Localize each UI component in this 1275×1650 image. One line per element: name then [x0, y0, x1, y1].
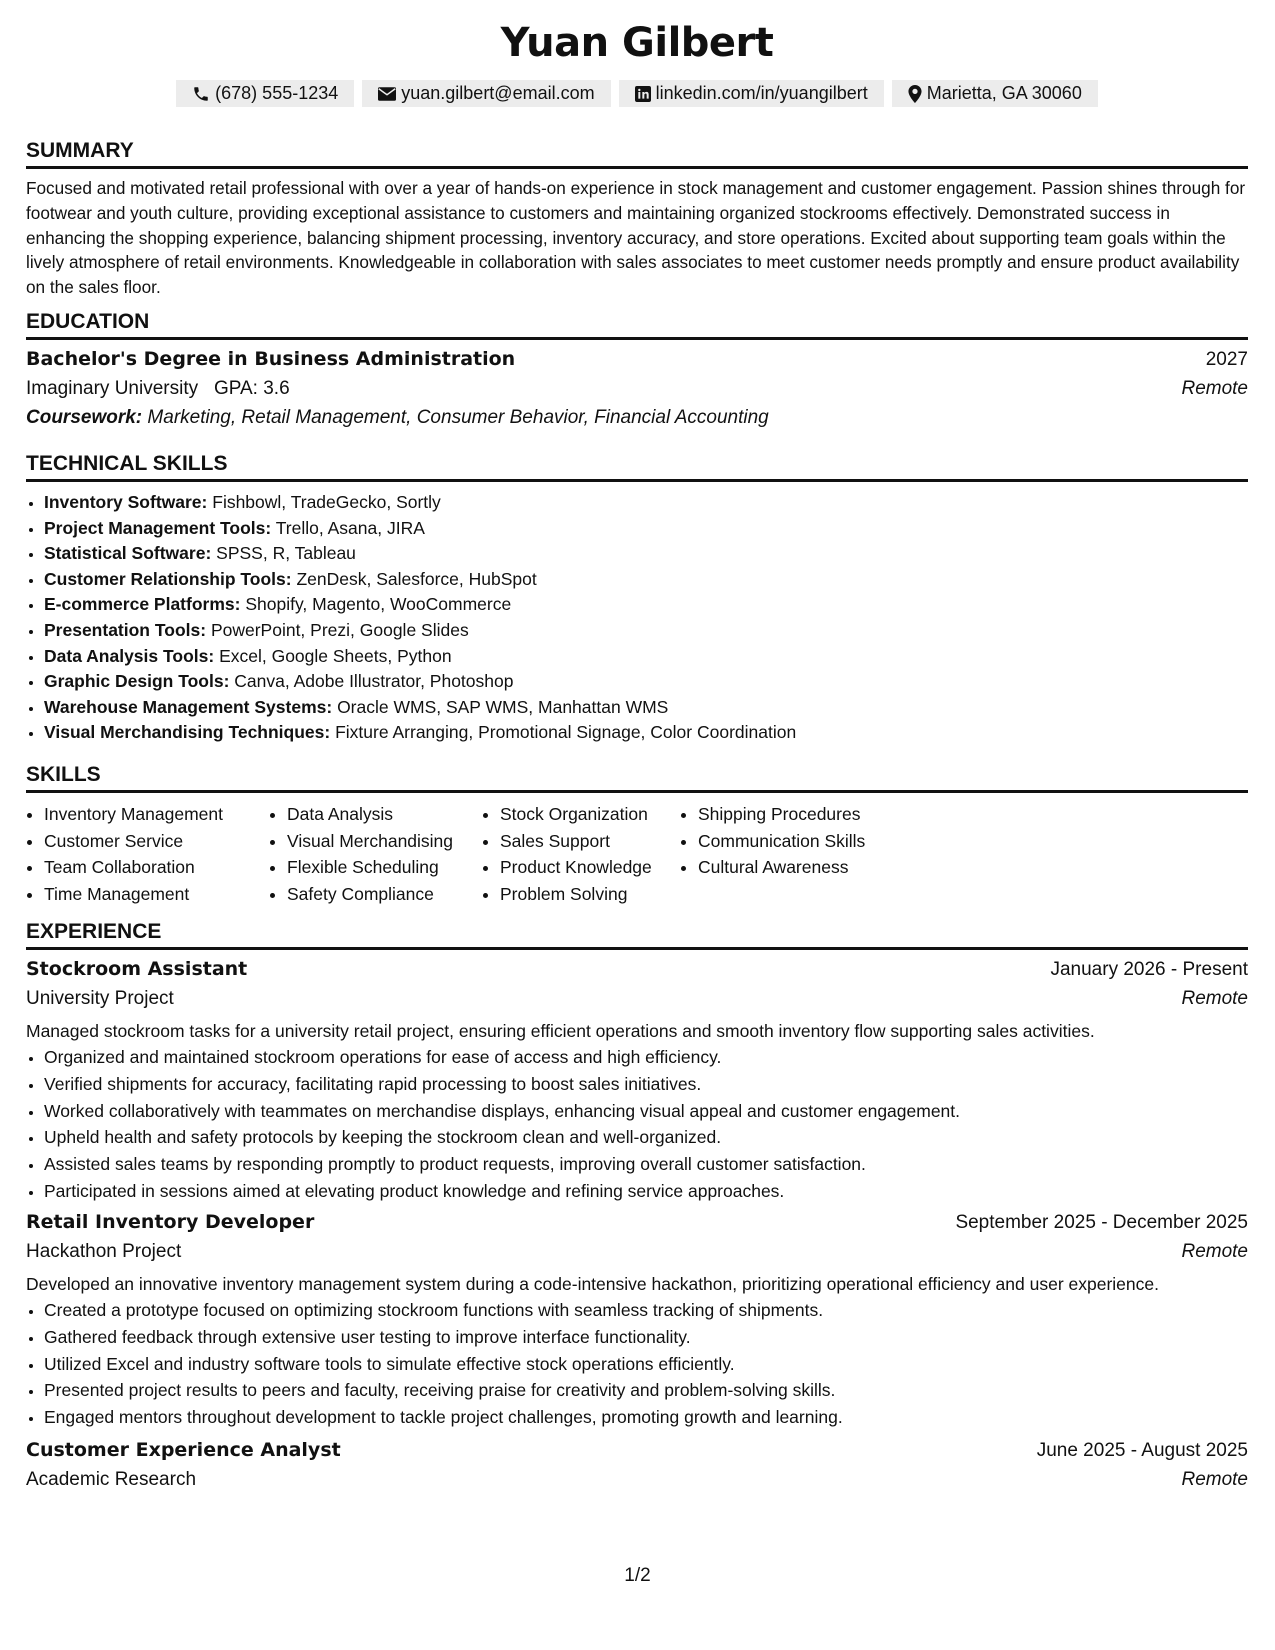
job-dates: June 2025 - August 2025	[1036, 1440, 1248, 1461]
list-item: • Time Management	[44, 881, 269, 908]
job-title: Retail Inventory Developer	[26, 1211, 315, 1233]
email-chip[interactable]	[362, 80, 610, 107]
job-location: Remote	[1181, 1241, 1248, 1262]
gpa: GPA: 3.6	[213, 378, 290, 399]
list-item: • Sales Support	[500, 828, 680, 855]
technical-skills-heading: TECHNICAL SKILLS	[26, 452, 1248, 482]
job-organization: University Project	[26, 988, 174, 1009]
education-entry	[26, 347, 1248, 436]
list-item: • Statistical Software: SPSS, R, Tableau	[44, 541, 1248, 567]
experience-heading: EXPERIENCE	[26, 920, 1248, 950]
contact-bar	[26, 80, 1248, 107]
candidate-name: Yuan Gilbert	[500, 20, 774, 66]
list-item: • Safety Compliance	[287, 881, 482, 908]
list-item: • Flexible Scheduling	[287, 854, 482, 881]
linkedin-icon	[635, 86, 651, 102]
experience-entry	[26, 1210, 1248, 1431]
list-item: • Gathered feedback through extensive user testing to improve interface functionality.	[44, 1324, 1248, 1351]
list-item: • Upheld health and safety protocols by keeping the stockroom clean and well-organized.	[44, 1124, 1248, 1151]
coursework-list: Marketing, Retail Management, Consumer Behavior, Financial Accounting	[147, 407, 769, 428]
list-item: • Engaged mentors throughout development to tackle project challenges, promoting growth and learning.	[44, 1404, 1248, 1431]
list-item: • Visual Merchandising Techniques: Fixture Arranging, Promotional Signage, Color Coordination	[44, 720, 1248, 746]
job-dates: September 2025 - December 2025	[955, 1212, 1248, 1233]
list-item: • Worked collaboratively with teammates on merchandise displays, enhancing visual appeal and customer engagement.	[44, 1098, 1248, 1125]
list-item: • Customer Relationship Tools: ZenDesk, Salesforce, HubSpot	[44, 567, 1248, 593]
list-item: • Presentation Tools: PowerPoint, Prezi, Google Slides	[44, 618, 1248, 644]
location-text: Marietta, GA 30060	[926, 83, 1082, 103]
phone-text: (678) 555-1234	[215, 83, 339, 103]
job-title: Stockroom Assistant	[26, 958, 248, 980]
job-organization: Hackathon Project	[26, 1241, 182, 1262]
summary-heading: SUMMARY	[26, 139, 1248, 169]
location-chip[interactable]	[892, 80, 1098, 107]
education-location: Remote	[1181, 378, 1248, 399]
experience-entry	[26, 1438, 1248, 1499]
list-item: • Communication Skills	[698, 828, 918, 855]
degree-title: Bachelor's Degree in Business Administration	[26, 348, 516, 370]
phone-chip[interactable]	[176, 80, 354, 107]
list-item: • Created a prototype focused on optimizing stockroom functions with seamless tracking of shipments.	[44, 1297, 1248, 1324]
summary-text: Focused and motivated retail professional with over a year of hands-on experience in stock management and customer engagement. Passion shines through for footwear and youth culture, providing exceptional assistance to customers and maintaining organized stockrooms effectively. Demonstrated success in enhancing the shopping experience, balancing shipment processing, inventory accuracy, and store operations. Excited about supporting team goals within the lively atmosphere of retail environments. Knowledgeable in collaboration with sales associates to meet customer needs promptly and ensure product availability on the sales floor.	[26, 178, 1246, 298]
list-item: • Graphic Design Tools: Canva, Adobe Illustrator, Photoshop	[44, 669, 1248, 695]
list-item: • Utilized Excel and industry software tools to simulate effective stock operations efficiently.	[44, 1351, 1248, 1378]
list-item: • Data Analysis	[287, 801, 482, 828]
envelope-icon	[378, 87, 396, 101]
job-location: Remote	[1181, 988, 1248, 1009]
experience-entry	[26, 957, 1248, 1205]
skills-grid	[26, 801, 1248, 907]
school-name: Imaginary University	[26, 378, 199, 399]
technical-skills-list	[26, 490, 1248, 746]
page-number: 1/2	[624, 1565, 651, 1586]
job-dates: January 2026 - Present	[1050, 959, 1248, 980]
list-item: • Team Collaboration	[44, 854, 269, 881]
list-item: • Inventory Software: Fishbowl, TradeGecko, Sortly	[44, 490, 1248, 516]
linkedin-chip[interactable]	[619, 80, 884, 107]
job-location: Remote	[1181, 1469, 1248, 1490]
job-organization: Academic Research	[26, 1469, 197, 1490]
list-item: • Stock Organization	[500, 801, 680, 828]
coursework-label: Coursework:	[26, 407, 143, 428]
list-item: • Cultural Awareness	[698, 854, 918, 881]
list-item: • Customer Service	[44, 828, 269, 855]
list-item: • Warehouse Management Systems: Oracle WMS, SAP WMS, Manhattan WMS	[44, 695, 1248, 721]
graduation-year: 2027	[1205, 349, 1248, 370]
linkedin-text: linkedin.com/in/yuangilbert	[655, 83, 868, 103]
list-item: • Data Analysis Tools: Excel, Google Sheets, Python	[44, 644, 1248, 670]
list-item: • Visual Merchandising	[287, 828, 482, 855]
job-summary: Developed an innovative inventory management system during a code-intensive hackathon, prioritizing operational efficiency and user experience.	[26, 1274, 1159, 1294]
list-item: • Shipping Procedures	[698, 801, 918, 828]
phone-icon	[192, 85, 210, 103]
education-heading: EDUCATION	[26, 310, 1248, 340]
email-text: yuan.gilbert@email.com	[401, 83, 595, 103]
list-item: • Product Knowledge	[500, 854, 680, 881]
map-pin-icon	[908, 85, 922, 103]
list-item: • Inventory Management	[44, 801, 269, 828]
list-item: • Organized and maintained stockroom operations for ease of access and high efficiency.	[44, 1044, 1248, 1071]
coursework	[26, 406, 1248, 436]
list-item: • Presented project results to peers and faculty, receiving praise for creativity and problem-solving skills.	[44, 1377, 1248, 1404]
list-item: • Participated in sessions aimed at elevating product knowledge and refining service approaches.	[44, 1178, 1248, 1205]
list-item: • Problem Solving	[500, 881, 680, 908]
job-title: Customer Experience Analyst	[26, 1439, 341, 1461]
skills-heading: SKILLS	[26, 763, 1248, 793]
list-item: • Project Management Tools: Trello, Asana, JIRA	[44, 516, 1248, 542]
list-item: • E-commerce Platforms: Shopify, Magento, WooCommerce	[44, 592, 1248, 618]
job-summary: Managed stockroom tasks for a university retail project, ensuring efficient operations and smooth inventory flow supporting sales activities.	[26, 1021, 1095, 1041]
list-item: • Verified shipments for accuracy, facilitating rapid processing to boost sales initiatives.	[44, 1071, 1248, 1098]
list-item: • Assisted sales teams by responding promptly to product requests, improving overall customer satisfaction.	[44, 1151, 1248, 1178]
